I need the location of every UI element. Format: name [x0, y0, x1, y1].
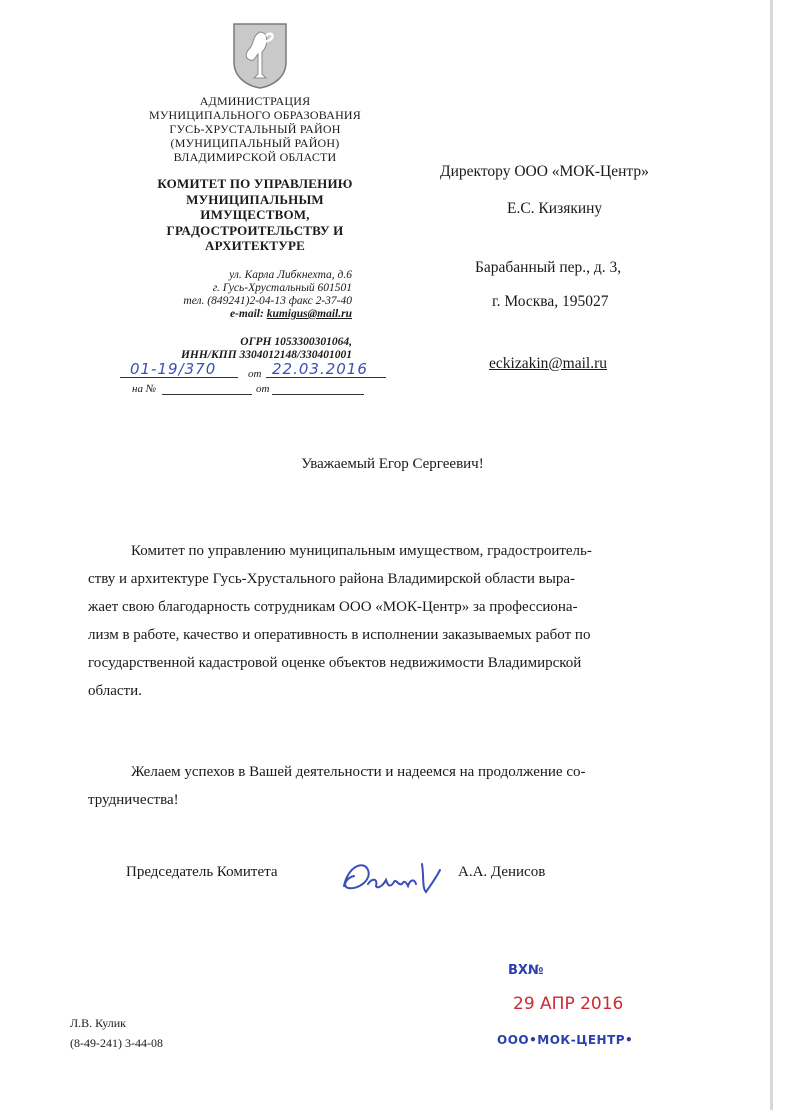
- signatory-name: А.А. Денисов: [458, 864, 546, 880]
- recipient-email[interactable]: eckizakin@mail.ru: [489, 355, 607, 372]
- reference-line: [120, 360, 410, 382]
- incoming-stamp-org: ООО•МОК-ЦЕНТР•: [497, 1033, 634, 1047]
- reference-from-label: от: [248, 368, 262, 380]
- ogrn-line: ИНН/КПП 3304012148/330401001: [180, 349, 352, 361]
- committee-line: АРХИТЕКТУРЕ: [205, 238, 305, 253]
- committee-header: [120, 176, 390, 254]
- coat-of-arms-icon: [232, 22, 288, 90]
- reference-date: 22.03.2016: [272, 360, 368, 378]
- recipient-title: Директору ООО «МОК-Центр»: [440, 163, 649, 180]
- scan-edge: [770, 0, 773, 1110]
- address-line: ул. Карла Либкнехта, д.6: [229, 269, 352, 281]
- committee-email[interactable]: kumigus@mail.ru: [266, 308, 352, 320]
- email-line: [120, 308, 352, 321]
- committee-line: ИМУЩЕСТВОМ,: [200, 207, 310, 222]
- paragraph-line: государственной кадастровой оценке объектов недвижимости Владимирской: [88, 655, 582, 671]
- paragraph-line: трудничества!: [88, 792, 179, 808]
- reference-date-underline: [266, 377, 386, 378]
- admin-line: ГУСЬ-ХРУСТАЛЬНЫЙ РАЙОН: [169, 122, 341, 136]
- handwritten-signature: [338, 856, 458, 900]
- paragraph-line: жает свою благодарность сотрудникам ООО «МОК-Центр» за профессиона-: [88, 599, 578, 615]
- committee-line: КОМИТЕТ ПО УПРАВЛЕНИЮ: [157, 176, 353, 191]
- executor-phone: (8-49-241) 3-44-08: [70, 1036, 163, 1050]
- in-reply-date-blank: [272, 394, 364, 395]
- paragraph-2: [88, 758, 585, 814]
- address-line: тел. (849241)2-04-13 факс 2-37-40: [183, 295, 352, 307]
- paragraph-line: ству и архитектуре Гусь-Хрустального района Владимирской области выра-: [88, 571, 575, 587]
- in-reply-number-blank: [162, 394, 252, 395]
- reference-number: 01-19/370: [130, 360, 217, 378]
- incoming-stamp-date: 29 АПР 2016: [513, 994, 624, 1014]
- incoming-stamp-label: ВХ№: [508, 963, 544, 978]
- admin-line: МУНИЦИПАЛЬНОГО ОБРАЗОВАНИЯ: [148, 108, 362, 122]
- paragraph-line: Комитет по управлению муниципальным имуществом, градостроитель-: [131, 543, 592, 559]
- recipient-street: Барабанный пер., д. 3,: [475, 259, 622, 276]
- recipient-name: Е.С. Кизякину: [507, 200, 603, 217]
- committee-line: МУНИЦИПАЛЬНЫМ: [186, 191, 324, 207]
- committee-line: ГРАДОСТРОИТЕЛЬСТВУ И: [166, 222, 344, 238]
- greeting: Уважаемый Егор Сергеевич!: [301, 456, 484, 472]
- administration-header: [120, 94, 390, 164]
- paragraph-line: области.: [88, 683, 142, 699]
- admin-line: ВЛАДИМИРСКОЙ ОБЛАСТИ: [173, 150, 337, 164]
- admin-line: (МУНИЦИПАЛЬНЫЙ РАЙОН): [170, 136, 340, 150]
- in-reply-label: на №: [132, 383, 157, 395]
- in-reply-from-label: от: [256, 383, 270, 395]
- executor-name: Л.В. Кулик: [70, 1016, 126, 1030]
- address-line: г. Гусь-Хрустальный 601501: [212, 282, 352, 294]
- committee-address: [120, 269, 352, 321]
- admin-line: АДМИНИСТРАЦИЯ: [199, 94, 311, 108]
- paragraph-line: лизм в работе, качество и оперативность в исполнении заказываемых работ по: [88, 627, 591, 643]
- email-label: e-mail:: [229, 308, 267, 320]
- ogrn-line: ОГРН 1053300301064,: [240, 336, 352, 348]
- in-reply-line: [120, 383, 410, 399]
- ogrn-block: [120, 336, 352, 362]
- signatory-title: Председатель Комитета: [126, 864, 278, 880]
- paragraph-line: Желаем успехов в Вашей деятельности и надеемся на продолжение со-: [131, 764, 586, 780]
- reference-number-underline: [120, 377, 238, 378]
- paragraph-1: [88, 537, 592, 705]
- recipient-city: г. Москва, 195027: [492, 293, 609, 310]
